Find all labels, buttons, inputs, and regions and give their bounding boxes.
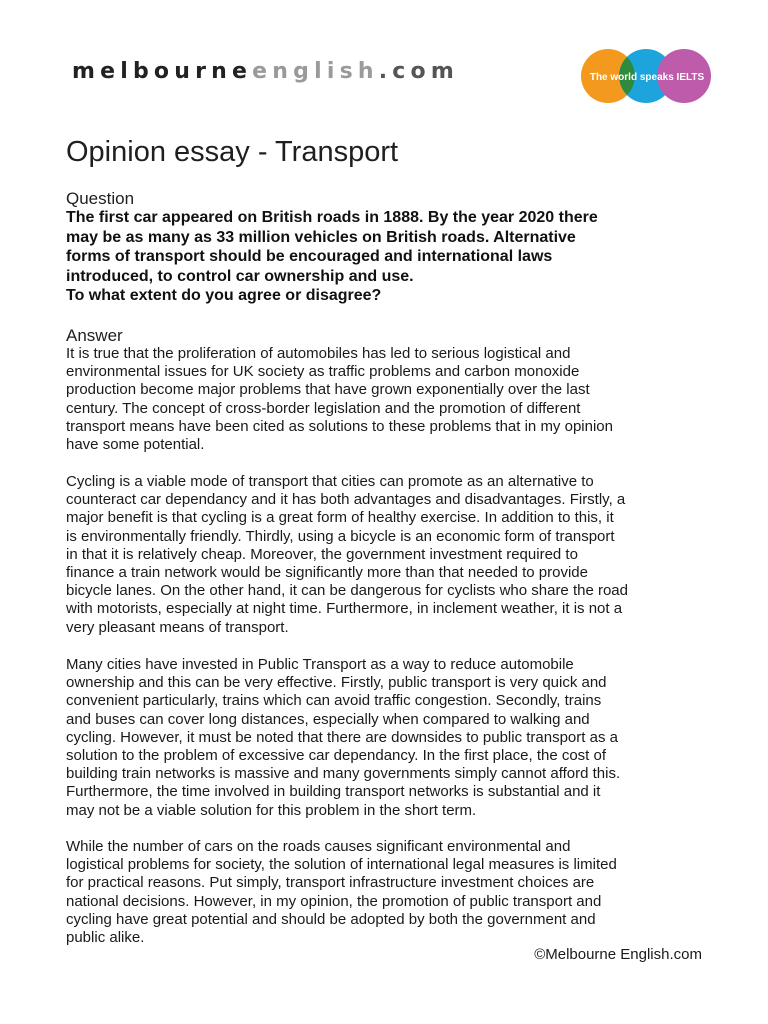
paragraph-line: public alike. <box>66 929 145 947</box>
copyright-notice: ©Melbourne English.com <box>534 946 702 963</box>
ielts-logo <box>580 48 714 104</box>
answer-paragraph-intro <box>66 345 706 454</box>
answer-paragraph-public-transport <box>66 656 706 820</box>
question-label: Question <box>66 189 135 208</box>
question-line: The first car appeared on British roads in 1888. By the year 2020 there <box>66 209 598 226</box>
paragraph-line: major benefit is that cycling is a great form of healthy exercise. In addition to this, it <box>66 509 614 527</box>
ielts-logo-graphic <box>580 48 714 104</box>
paragraph-line: cycling. However, it must be noted that there are downsides to public transport as a <box>66 728 618 746</box>
paragraph-line: is environmentally friendly. Thirdly, using a bicycle is an economic form of transport <box>66 527 615 545</box>
paragraph-line: convenient particularly, trains which can avoid traffic congestion. Secondly, trains <box>66 692 602 710</box>
paragraph-line: for practical reasons. Put simply, transport infrastructure investment choices are <box>66 874 595 892</box>
paragraph-line: have some potential. <box>66 436 205 454</box>
paragraph-line: national decisions. However, in my opinion, the promotion of public transport and <box>66 892 602 910</box>
paragraph-line: counteract car dependancy and it has both advantages and disadvantages. Firstly, a <box>66 491 626 509</box>
paragraph-line: logistical problems for society, the solution of international legal measures is limited <box>66 856 617 874</box>
question-line: introduced, to control car ownership and use. <box>66 267 414 285</box>
site-name-part-melbourne: melbourne <box>72 59 253 84</box>
paragraph-line: century. The concept of cross-border legislation and the promotion of different <box>66 399 581 417</box>
paragraph-line: finance a train network would be significantly more than that needed to provide <box>66 564 588 582</box>
paragraph-line: environmental issues for UK society as traffic problems and carbon monoxide <box>66 363 580 381</box>
answer-paragraph-conclusion <box>66 838 706 947</box>
site-name-part-english: english <box>252 59 379 84</box>
site-name-part-com: .com <box>378 59 459 84</box>
paragraph-line: ownership and this can be very effective. Firstly, public transport is very quick and <box>66 674 607 692</box>
page-title: Opinion essay - Transport <box>66 136 399 168</box>
paragraph-line: with motorists, especially at night time. Furthermore, in inclement weather, it is not a <box>66 600 623 618</box>
paragraph-line: and buses can cover long distances, especially when compared to walking and <box>66 710 590 728</box>
paragraph-line: may not be a viable solution for this problem in the short term. <box>66 801 477 819</box>
question-line: forms of transport should be encouraged and international laws <box>66 248 553 266</box>
paragraph-line: Many cities have invested in Public Transport as a way to reduce automobile <box>66 656 574 673</box>
logo-text: The world speaks IELTS <box>589 72 705 83</box>
answer-label: Answer <box>66 326 123 345</box>
question-line: may be as many as 33 million vehicles on British roads. Alternative <box>66 228 576 246</box>
paragraph-line: While the number of cars on the roads causes significant environmental and <box>66 838 571 855</box>
page-header <box>72 56 712 116</box>
paragraph-line: bicycle lanes. On the other hand, it can be dangerous for cyclists who share the road <box>66 582 628 600</box>
paragraph-line: transport means have been cited as solutions to these problems that in my opinion <box>66 417 613 435</box>
question-text <box>66 208 696 306</box>
question-line: To what extent do you agree or disagree? <box>66 287 382 305</box>
paragraph-line: solution to the problem of excessive car dependancy. In the first place, the cost of <box>66 747 607 765</box>
paragraph-line: Cycling is a viable mode of transport that cities can promote as an alternative to <box>66 473 594 490</box>
paragraph-line: It is true that the proliferation of automobiles has led to serious logistical and <box>66 345 571 362</box>
answer-paragraph-cycling <box>66 473 706 637</box>
paragraph-line: in that it is relatively cheap. Moreover, the government investment required to <box>66 545 578 563</box>
paragraph-line: very pleasant means of transport. <box>66 618 289 636</box>
site-name <box>72 59 459 84</box>
paragraph-line: production become major problems that have grown exponentially over the last <box>66 381 590 399</box>
paragraph-line: Furthermore, the time involved in building transport networks is substantial and it <box>66 783 601 801</box>
paragraph-line: cycling have great potential and should be adopted by both the government and <box>66 910 596 928</box>
paragraph-line: building train networks is massive and many governments simply cannot afford this. <box>66 765 621 783</box>
